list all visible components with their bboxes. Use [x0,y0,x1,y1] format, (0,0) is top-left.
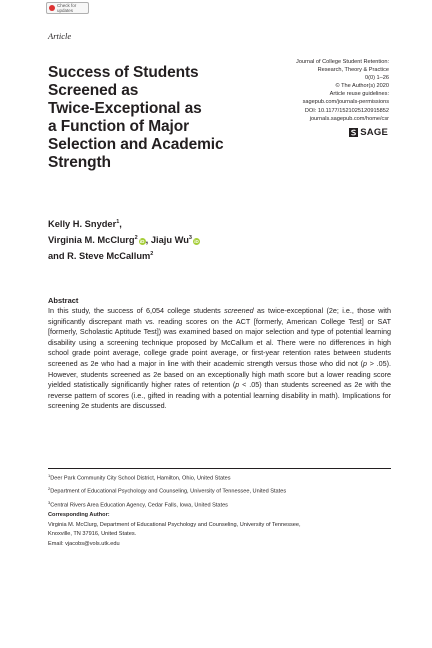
abstract-body [48,306,391,412]
author-name: Virginia M. McClurg [48,235,135,245]
author-list [48,215,200,263]
title-line: a Function of Major [48,118,190,135]
doi[interactable]: DOI: 10.1177/1521025120915852 [304,107,389,114]
author-line: Virginia M. McClurg$^2$iD, Jiaju Wu$^3$iD [48,235,199,245]
permissions-link[interactable]: sagepub.com/journals-permissions [302,99,389,106]
affiliations-block [48,471,391,550]
corresponding-author-heading: Corresponding Author: [48,511,110,518]
sage-logo [349,127,388,138]
affiliation-marker: 2 [134,235,138,241]
affiliation-text: Central Rivers Area Education Agency, Cedar Falls, Iowa, United States [50,502,228,509]
abstract-italic-run: screened [224,306,254,315]
article-title [48,64,258,172]
affiliation-text: Department of Educational Psychology and Counseling, University of Tennessee, United States [50,488,287,495]
crossmark-icon [49,5,55,11]
corresponding-address-line: Virginia M. McClurg, Department of Educational Psychology and Counseling, University of Tennessee, [48,521,301,528]
article-type-label: Article [48,31,72,41]
abstract-italic-run: p [363,358,368,368]
badge-label: Check for updates [57,3,77,13]
orcid-icon[interactable]: iD [139,239,145,244]
abstract-italic-run: p [235,380,240,390]
affiliation-number: 1 [48,473,51,478]
affiliation-marker: 2 [150,251,154,257]
orcid-icon[interactable]: iD [194,239,199,244]
affiliation-marker: 1 [116,219,120,225]
affiliation [48,484,391,497]
reuse-guidelines-label: Article reuse guidelines: [329,91,389,98]
affiliation [48,498,391,511]
affiliation-marker: 3 [188,235,192,241]
title-line: Selection and Academic [48,136,224,153]
affiliation-number: 2 [48,486,51,492]
journal-name: Journal of College Student Retention: [296,59,389,65]
corresponding-address-line: Knoxville, TN 37916, United States. [48,531,137,538]
title-line: Success of Students [48,64,199,81]
author-line [48,247,200,263]
sage-mark-icon [349,128,358,137]
author-name: Jiaju Wu [150,235,189,245]
abstract-text-run: as twice-exceptional (2e; i.e., those with significantly discrepant math vs. reading scores on the ACT [formerly, American College Test] or SAT [formerly, Scholastic Aptitude Test]) was examined based on major selection and type of potential learning disability using a screening technique proposed by McCallum et al. There were no differences in high school grade point average, college grade point average, or first-year retention rates between students screened as 2e who had a major in line with their academic strength versus those who did not ( [48,306,391,368]
affiliation-number: 3 [48,499,51,505]
title-line: Twice-Exceptional as [48,100,202,117]
author-line: Kelly H. Snyder$^1$, [48,219,122,229]
title-line: Screened as [48,82,139,99]
footnote-divider [48,468,391,469]
author-name: and R. Steve McCallum [48,251,151,261]
journal-subtitle: Research, Theory & Practice [317,67,389,74]
publisher-name: SAGE [360,127,388,138]
title-line: Strength [48,154,111,171]
copyright: © The Author(s) 2020 [335,83,389,90]
journal-info [229,58,389,123]
abstract-text-run: > .05). However, students screened as 2e based on an exceptionally high math score but a lower reading score yielded statistically significantly higher rates of retention ( [48,358,392,390]
abstract-heading: Abstract [48,296,79,305]
journal-homepage-link[interactable]: journals.sagepub.com/home/csr [309,115,389,122]
volume-pages: 0(0) 1–26 [365,75,389,82]
check-for-updates-badge[interactable] [46,2,89,14]
corresponding-author [48,511,391,550]
abstract-text-run: < .05) than students screened as 2e with the reverse pattern of scores (i.e., gifted in reading with a potential learning disability in math). Implications for screening 2e students are discussed. [48,380,391,411]
abstract-text-run: In this study, the success of 6,054 college students [48,306,225,315]
author-name: Kelly H. Snyder [48,219,117,229]
affiliation-text: Deer Park Community City School District, Hamilton, Ohio, United States [50,475,231,482]
corresponding-email[interactable]: Email: vjacobs@vols.utk.edu [48,541,120,548]
affiliation [48,471,391,484]
